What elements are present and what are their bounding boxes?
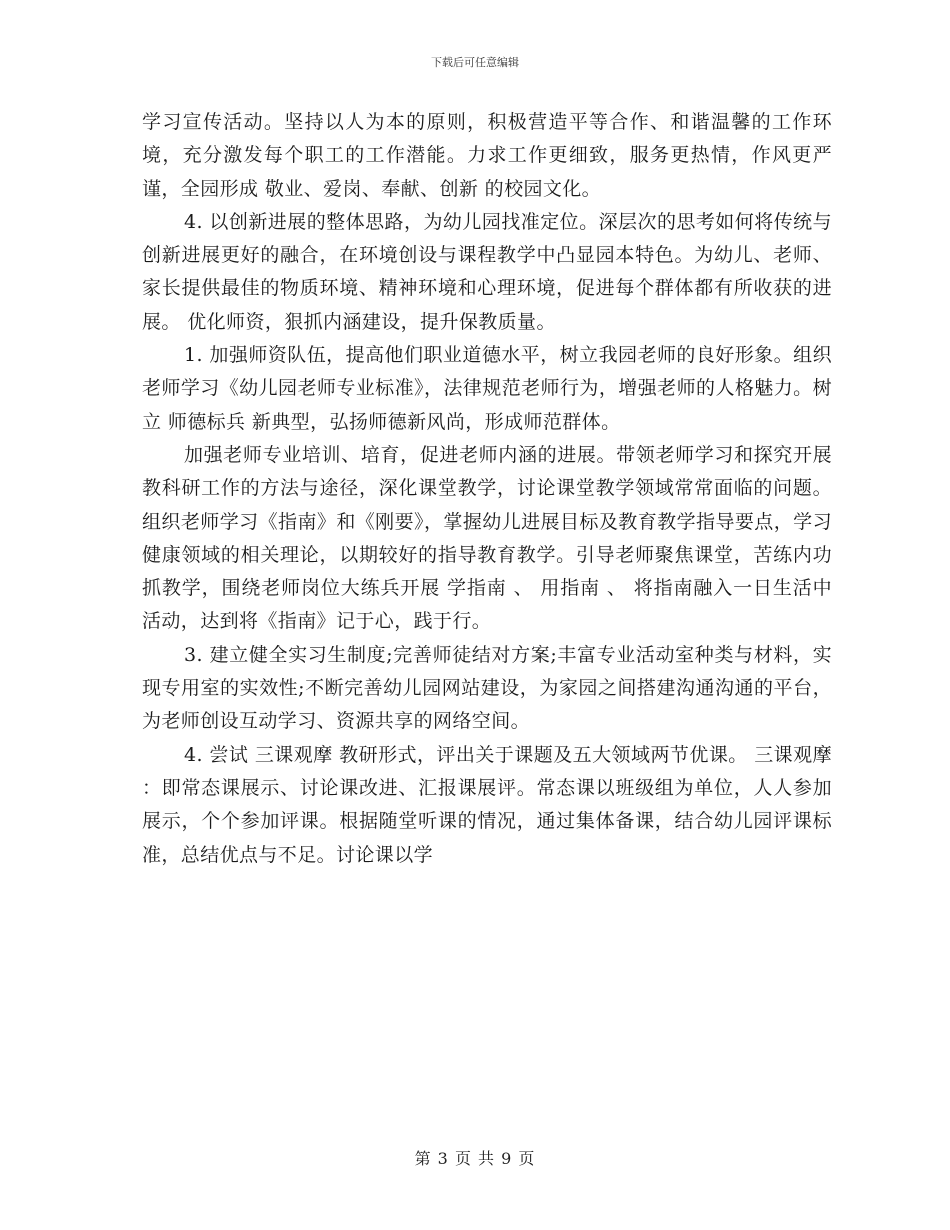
paragraph-2: 4. 以创新进展的整体思路，为幼儿园找准定位。深层次的思考如何将传统与创新进展更好的融合，在环境创设与课程教学中凸显园本特色。为幼儿、老师、家长提供最佳的物质环境、精神环境和心理环境，促进每个群体都有所收获的进展。 优化师资，狠抓内涵建设，提升保教质量。: [142, 210, 832, 333]
page-number: 第 3 页 共 9 页: [414, 1149, 536, 1168]
page-header: 下载后可任意编辑: [431, 56, 519, 69]
paragraph-4: 加强老师专业培训、培育，促进老师内涵的进展。带领老师学习和探究开展教科研工作的方法与途径，深化课堂教学，讨论课堂教学领域常常面临的问题。组织老师学习《指南》和《刚要》，掌握幼儿进展目标及教育教学指导要点，学习健康领域的相关理论，以期较好的指导教育教学。引导老师聚焦课堂，苦练内功抓教学，围绕老师岗位大练兵开展 学指南 、 用指南 、 将指南融入一日生活中 活动，达到将《指南》记于心，践于行。: [142, 443, 832, 633]
paragraph-5: 3. 建立健全实习生制度;完善师徒结对方案;丰富专业活动室种类与材料，实现专用室的实效性;不断完善幼儿园网站建设，为家园之间搭建沟通沟通的平台，为老师创设互动学习、资源共享的网络空间。: [142, 643, 832, 733]
paragraph-1: 学习宣传活动。坚持以人为本的原则，积极营造平等合作、和谐温馨的工作环境，充分激发每个职工的工作潜能。力求工作更细致，服务更热情，作风更严谨，全园形成 敬业、爱岗、奉献、创新 的校园文化。: [142, 111, 832, 200]
paragraph-3: 1. 加强师资队伍，提高他们职业道德水平，树立我园老师的良好形象。组织老师学习《幼儿园老师专业标准》，法律规范老师行为，增强老师的人格魅力。树立 师德标兵 新典型，弘扬师德新风尚，形成师范群体。: [142, 344, 832, 433]
paragraph-6: 4. 尝试 三课观摩 教研形式，评出关于课题及五大领域两节优课。 三课观摩 ：即常态课展示、讨论课改进、汇报课展评。常态课以班级组为单位，人人参加展示，个个参加评课。根据随堂听课的情况，通过集体备课，结合幼儿园评课标准，总结优点与不足。讨论课以学: [142, 743, 832, 866]
document-body: [142, 106, 832, 872]
